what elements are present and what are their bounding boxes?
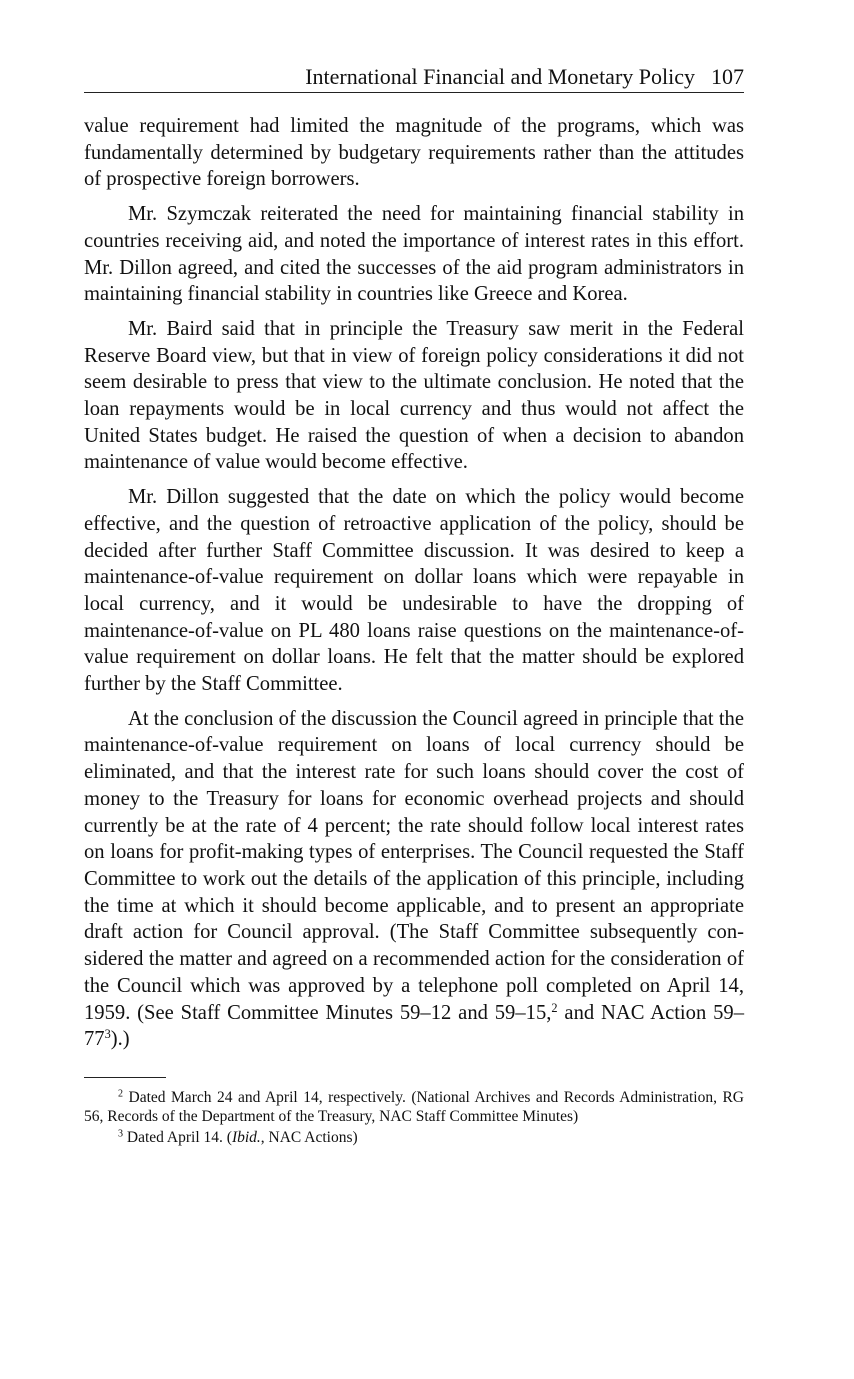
document-page bbox=[84, 62, 744, 1149]
footnote-2-text: Dated March 24 and April 14, respectively. (National Archives and Records Administration, RG 56, Records of the Department of the Treasury, NAC Staff Committee Minutes) bbox=[84, 1088, 744, 1125]
conclusion-text-mid: and NAC Action 59–77 bbox=[84, 1001, 744, 1051]
footnote-ref-3: 3 bbox=[104, 1027, 111, 1042]
running-title: International Financial and Monetary Policy bbox=[305, 64, 695, 89]
footnote-3-text: Dated April 14. ( bbox=[123, 1128, 232, 1146]
footnote-3 bbox=[84, 1128, 744, 1147]
footnote-divider bbox=[84, 1077, 166, 1078]
footnote-3-ibid: Ibid. bbox=[231, 1128, 261, 1146]
paragraph-conclusion bbox=[84, 706, 744, 1053]
conclusion-text-end: ).) bbox=[110, 1028, 130, 1051]
paragraph-szymczak: Mr. Szymczak reiterated the need for maintaining financial stability in countries receiving aid, and noted the importance of interest rates in this effort. Mr. Dillon agreed, and cited the successes of the aid program administrators in maintaining financial stability in countries like Greece and Korea. bbox=[84, 203, 744, 306]
paragraph-baird: Mr. Baird said that in principle the Treasury saw merit in the Federal Reserve Board view, but that in view of foreign policy considerations it did not seem desirable to press that view to the ultimate conclusion. He noted that the loan repayments would be in local currency and thus would not affect the United States budget. He raised the question of when a decision to abandon maintenance of value would become effective. bbox=[84, 317, 744, 474]
body-text bbox=[84, 113, 744, 1053]
paragraph-continued: value requirement had limited the magnitude of the programs, which was fundamentally determined by budgetary requirements rather than the attitudes of prospective foreign borrowers. bbox=[84, 115, 744, 191]
footnote-2-marker: 2 bbox=[118, 1088, 124, 1100]
footnote-3-text-end: , NAC Actions) bbox=[260, 1128, 358, 1146]
paragraph-dillon: Mr. Dillon suggested that the date on which the policy would become effective, and the question of retroactive application of the policy, should be decided after further Staff Committee discussion. It was desired to keep a maintenance-of-value requirement on dollar loans which were repayable in local currency, and it would be undesirable to have the dropping of maintenance-of-value on PL 480 loans raise questions on the maintenance-of-value requirement on dollar loans. He felt that the matter should be explored further by the Staff Committee. bbox=[84, 486, 744, 696]
footnote-3-marker: 3 bbox=[118, 1128, 124, 1140]
conclusion-text: At the conclusion of the discussion the Council agreed in principle that the maintenance-of-value requirement on loans of local currency should be eliminated, and that the interest rate for such loans should cover the cost of money to the Treasury for loans for economic overhead projects and should currently be at the rate of 4 percent; the rate should follow local interest rates on loans for profit-making types of enterprises. The Council requested the Staff Committee to work out the details of the application of this principle, including the time at which it should become applicable, and to present an appropriate draft action for Council approval. (The Staff Committee subsequently considered the matter and agreed on a recommended action for the consideration of the Council which was approved by a telephone poll completed on April 14, 1959. (See Staff Committee Minutes 59–12 and 59–15, bbox=[84, 707, 744, 1024]
footnotes bbox=[84, 1088, 744, 1147]
footnote-ref-2: 2 bbox=[551, 1000, 558, 1015]
running-header bbox=[84, 62, 744, 93]
page-number: 107 bbox=[711, 64, 744, 89]
footnote-2 bbox=[84, 1088, 744, 1126]
